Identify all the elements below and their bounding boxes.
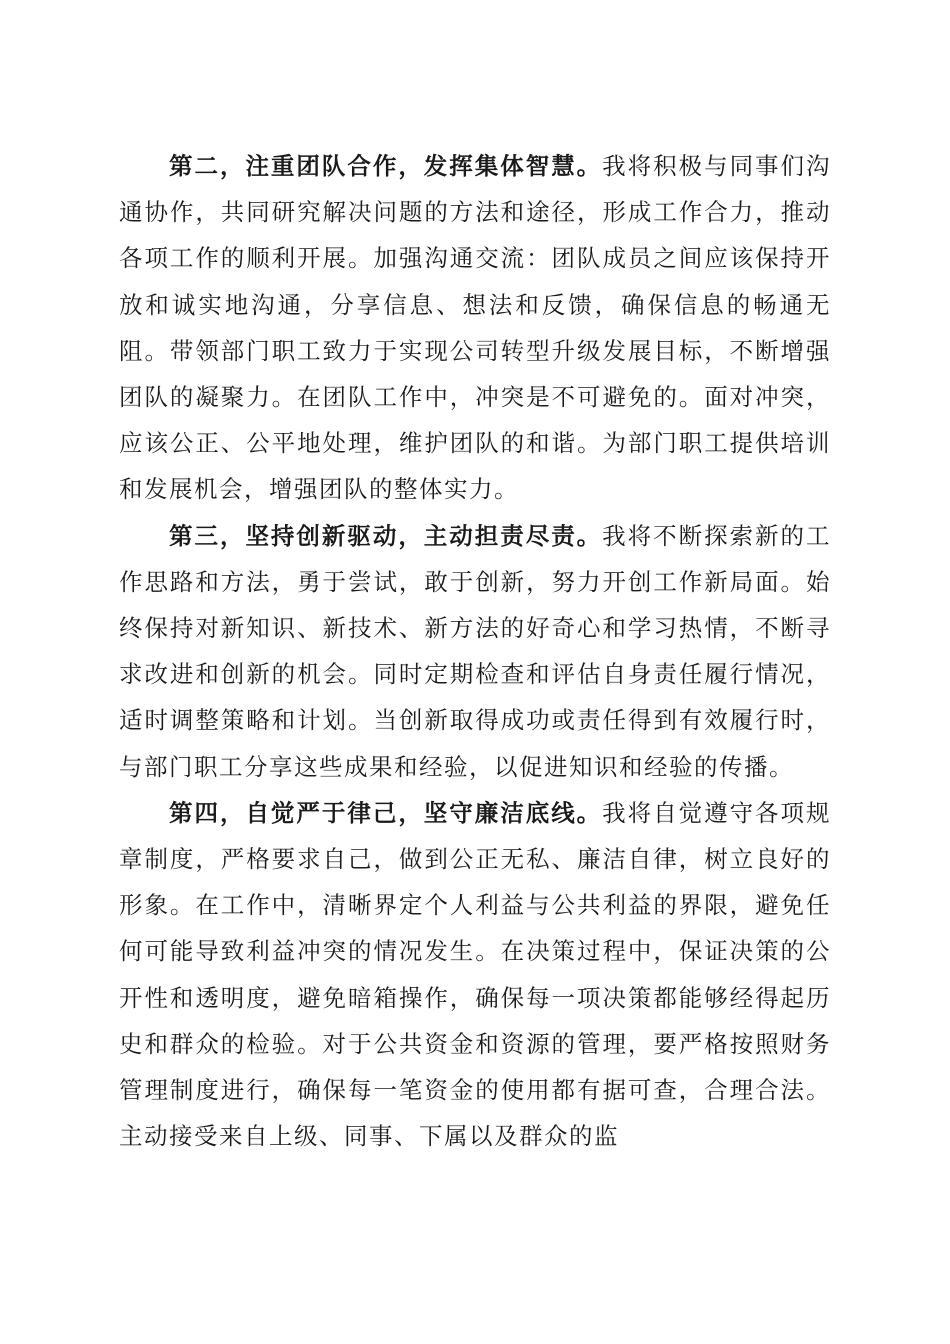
paragraph-integrity xyxy=(119,790,831,1160)
paragraph-teamwork xyxy=(119,143,831,513)
paragraph-text: 我将不断探索新的工作思路和方法，勇于尝试，敢于创新，努力开创工作新局面。始终保持对新知识、新技术、新方法的好奇心和学习热情，不断寻求改进和创新的机会。同时定期检查和评估自身责任履行情况，适时调整策略和计划。当创新取得成功或责任得到有效履行时，与部门职工分享这些成果和经验，以促进知识和经验的传播。 xyxy=(119,521,832,781)
paragraph-text: 我将自觉遵守各项规章制度，严格要求自己，做到公正无私、廉洁自律，树立良好的形象。在工作中，清晰界定个人利益与公共利益的界限，避免任何可能导致利益冲突的情况发生。在决策过程中，保证决策的公开性和透明度，避免暗箱操作，确保每一项决策都能够经得起历史和群众的检验。对于公共资金和资源的管理，要严格按照财务管理制度进行，确保每一笔资金的使用都有据可查，合理合法。主动接受来自上级、同事、下属以及群众的监 xyxy=(119,798,832,1151)
paragraph-heading: 第四，自觉严于律己，坚守廉洁底线。 xyxy=(169,798,603,827)
paragraph-heading: 第三，坚持创新驱动，主动担责尽责。 xyxy=(169,521,603,550)
document-body xyxy=(119,143,831,1159)
paragraph-text: 我将积极与同事们沟通协作，共同研究解决问题的方法和途径，形成工作合力，推动各项工作的顺利开展。加强沟通交流：团队成员之间应该保持开放和诚实地沟通，分享信息、想法和反馈，确保信息的畅通无阻。带领部门职工致力于实现公司转型升级发展目标，不断增强团队的凝聚力。在团队工作中，冲突是不可避免的。面对冲突，应该公正、公平地处理，维护团队的和谐。为部门职工提供培训和发展机会，增强团队的整体实力。 xyxy=(119,152,832,504)
paragraph-heading: 第二，注重团队合作，发挥集体智慧。 xyxy=(169,152,603,180)
paragraph-innovation xyxy=(119,513,831,790)
